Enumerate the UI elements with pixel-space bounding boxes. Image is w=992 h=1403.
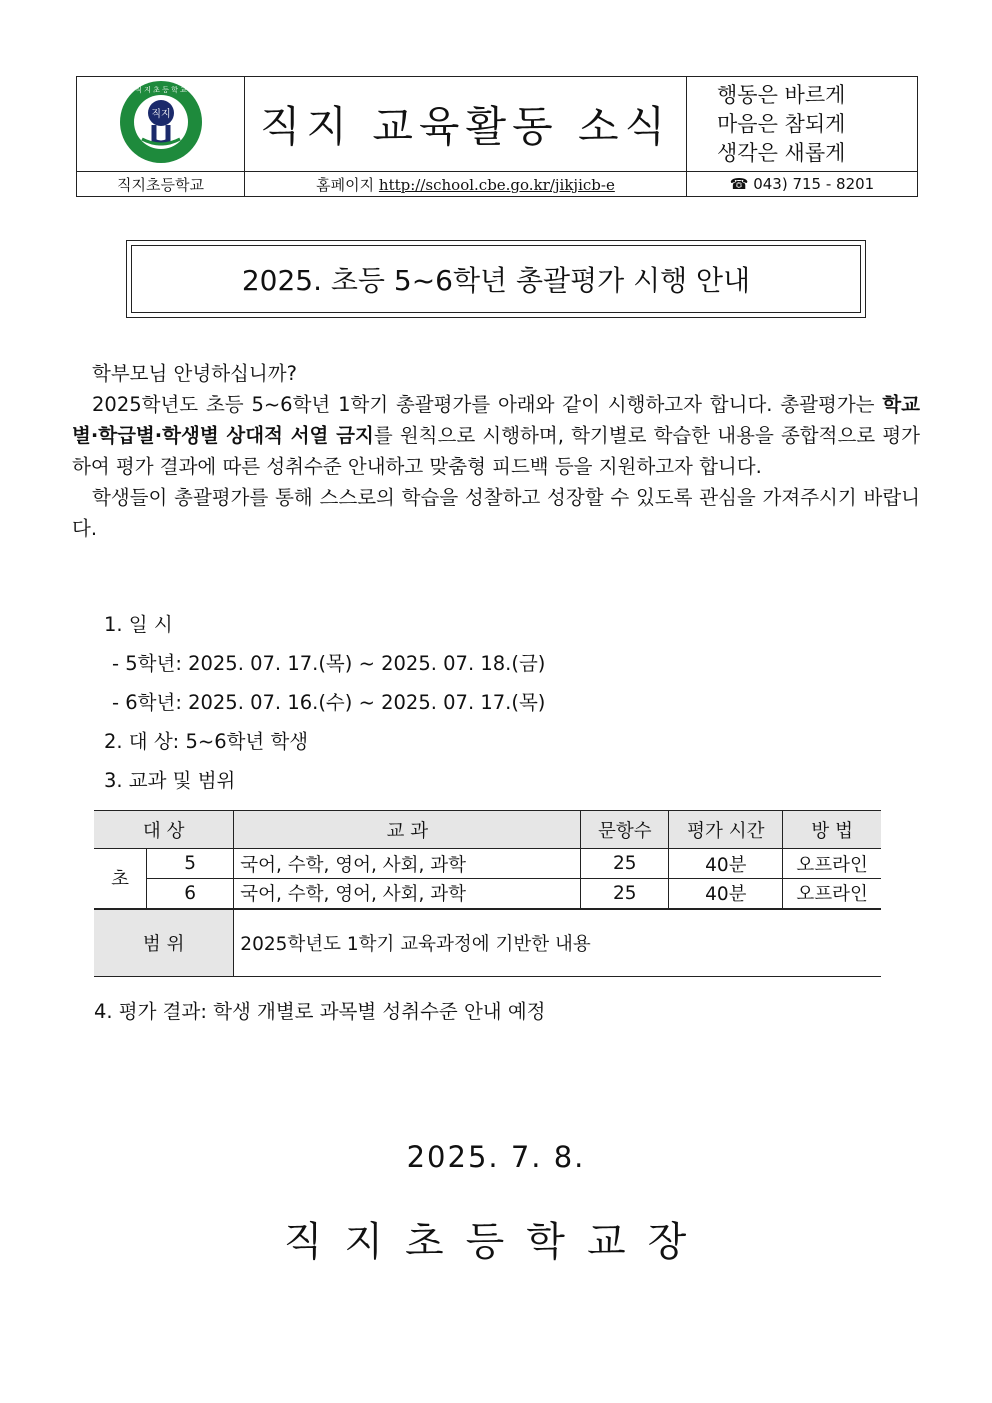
header-time: 평가 시간	[669, 811, 783, 849]
scope-value: 2025학년도 1학기 교육과정에 기반한 내용	[234, 909, 881, 977]
svg-text:직 지 초 등 학 교: 직 지 초 등 학 교	[134, 86, 187, 94]
header-target: 대 상	[94, 811, 234, 849]
scope-row	[94, 909, 881, 977]
count-cell: 25	[581, 849, 669, 879]
homepage-info	[245, 172, 687, 197]
homepage-link[interactable]: http://school.cbe.go.kr/jikjicb-e	[378, 175, 615, 194]
closing-paragraph: 학생들이 총괄평가를 통해 스스로의 학습을 성찰하고 성장할 수 있도록 관심을 가져주시기 바랍니다.	[72, 486, 920, 540]
school-logo-cell	[77, 77, 245, 172]
header-method: 방 법	[783, 811, 881, 849]
method-cell: 오프라인	[783, 849, 881, 879]
item-target: 2. 대 상: 5~6학년 학생	[104, 730, 309, 753]
subjects-cell: 국어, 수학, 영어, 사회, 과학	[234, 849, 581, 879]
phone-number: 043) 715 - 8201	[753, 175, 875, 193]
table-header-row	[94, 811, 881, 849]
item-subjects: 3. 교과 및 범위	[104, 769, 236, 792]
table-row	[94, 879, 881, 909]
intro-text	[72, 358, 920, 544]
item-schedule: 1. 일 시	[104, 613, 173, 636]
newsletter-title: 직지 교육활동 소식	[245, 77, 687, 172]
school-logo-icon	[118, 79, 204, 165]
item-results: 4. 평가 결과: 학생 개별로 과목별 성취수준 안내 예정	[94, 1000, 546, 1023]
grade-cell: 6	[147, 879, 234, 909]
school-name: 직지초등학교	[77, 172, 245, 197]
intro-paragraph: 2025학년도 초등 5~6학년 1학기 총괄평가를 아래와 같이 시행하고자 합니다. 총괄평가는 학교별·학급별·학생별 상대적 서열 금지를 원칙으로 시행하며, 학기별로 학습한 내용을 종합적으로 평가하여 평가 결과에 따른 성취수준 안내하고 맞춤형 피드백 등을 지원하고자 합니다.	[72, 393, 920, 478]
phone-icon: ☎	[729, 175, 749, 193]
motto-line-2: 마음은 참되게	[717, 111, 846, 136]
method-cell: 오프라인	[783, 879, 881, 909]
scope-label: 범 위	[94, 909, 234, 977]
subjects-cell: 국어, 수학, 영어, 사회, 과학	[234, 879, 581, 909]
notice-title-box	[126, 240, 866, 318]
signature: 직지초등학교장	[283, 1219, 709, 1265]
homepage-label: 홈페이지	[316, 175, 375, 194]
emphasis-text: 학교별·학급별·학생별 상대적 서열 금지	[72, 393, 920, 447]
item-schedule-grade5: - 5학년: 2025. 07. 17.(목) ~ 2025. 07. 18.(금)	[112, 652, 546, 675]
motto-line-3: 생각은 새롭게	[717, 140, 846, 165]
time-cell: 40분	[669, 849, 783, 879]
grade-cell: 5	[147, 849, 234, 879]
evaluation-table	[94, 810, 881, 977]
count-cell: 25	[581, 879, 669, 909]
greeting: 학부모님 안녕하십니까?	[92, 362, 297, 385]
school-motto	[687, 77, 918, 172]
table-row	[94, 849, 881, 879]
document-date: 2025. 7. 8.	[406, 1140, 586, 1174]
svg-text:직지: 직지	[150, 109, 171, 120]
phone-info	[687, 172, 918, 197]
group-cell: 초	[94, 849, 147, 909]
header-count: 문항수	[581, 811, 669, 849]
newsletter-header	[76, 76, 918, 197]
motto-line-1: 행동은 바르게	[717, 82, 846, 107]
header-subjects: 교 과	[234, 811, 581, 849]
notice-title: 2025. 초등 5~6학년 총괄평가 시행 안내	[131, 245, 861, 313]
item-schedule-grade6: - 6학년: 2025. 07. 16.(수) ~ 2025. 07. 17.(목)	[112, 691, 546, 714]
time-cell: 40분	[669, 879, 783, 909]
